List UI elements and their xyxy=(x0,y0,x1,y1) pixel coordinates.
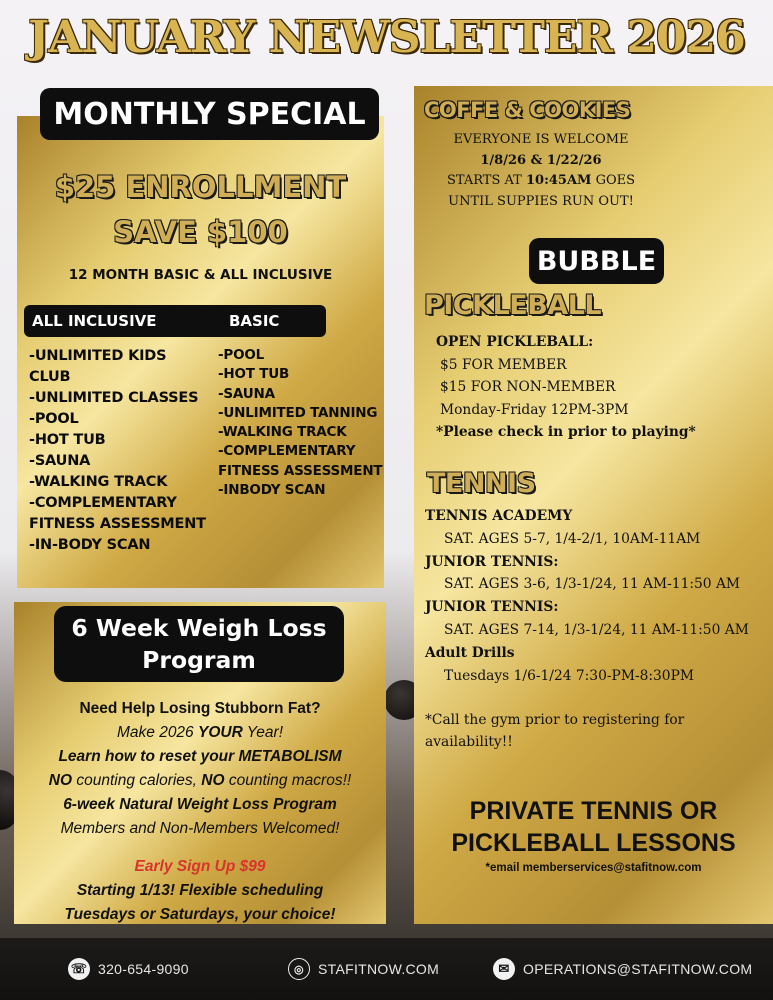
coffee-line-3-bold: 10:45AM xyxy=(525,173,592,188)
weight-loss-heading-line1: 6 Week Weigh Loss xyxy=(71,614,327,642)
wl-line-2-bold: YOUR xyxy=(197,724,243,741)
list-item: -IN-BODY SCAN xyxy=(29,537,151,553)
plans-note: 12 MONTH BASIC & ALL INCLUSIVE xyxy=(68,267,333,283)
list-item: -POOL xyxy=(29,411,79,427)
wl-line-3-bold: METABOLISM xyxy=(238,748,342,765)
wl-line-2 xyxy=(14,721,386,745)
coffee-line-3-pre: STARTS AT xyxy=(446,173,526,188)
list-item: -SAUNA xyxy=(29,453,91,469)
phone-icon: ☏ xyxy=(68,958,90,980)
footer-email-text: OPERATIONS@STAFITNOW.COM xyxy=(523,961,753,977)
tennis-heading: TENNIS xyxy=(427,468,536,499)
tennis-note: *Call the gym prior to registering for availability!! xyxy=(425,712,685,750)
coffee-line-3 xyxy=(414,171,668,192)
list-item: FITNESS ASSESSMENT xyxy=(29,516,206,532)
list-item: CLUB xyxy=(29,369,71,385)
weight-loss-body xyxy=(14,697,386,927)
wl-line-2-post: Year! xyxy=(242,724,283,741)
wl-line-3 xyxy=(14,745,386,769)
private-lessons xyxy=(414,795,773,874)
pickleball-subheading: OPEN PICKLEBALL: xyxy=(436,334,594,350)
list-item: -HOT TUB xyxy=(29,432,106,448)
tennis-program-detail: SAT. AGES 7-14, 1/3-1/24, 11 AM-11:50 AM xyxy=(444,621,749,638)
wl-line-4-a: NO xyxy=(48,772,73,789)
list-item: FITNESS ASSESSMENT xyxy=(218,462,383,479)
footer-bar xyxy=(0,938,773,1000)
lessons-line-2: PICKLEBALL LESSONS xyxy=(451,829,736,857)
wl-line-9: Tuesdays or Saturdays, your choice! xyxy=(64,906,336,923)
coffee-line-4: UNTIL SUPPIES RUN OUT! xyxy=(448,193,634,209)
list-item: -POOL xyxy=(218,347,265,363)
bubble-label: BUBBLE xyxy=(529,238,664,284)
mail-icon: ✉ xyxy=(493,958,515,980)
all-inclusive-list xyxy=(29,346,219,556)
coffee-details xyxy=(414,130,668,212)
list-item: -HOT TUB xyxy=(218,366,290,383)
monthly-special-heading: MONTHLY SPECIAL xyxy=(40,88,379,140)
wl-early-signup: Early Sign Up $99 xyxy=(134,858,266,875)
tennis-program-detail: SAT. AGES 5-7, 1/4-2/1, 10AM-11AM xyxy=(444,530,701,547)
wl-line-5: 6-week Natural Weight Loss Program xyxy=(63,796,337,813)
footer-email[interactable] xyxy=(493,958,752,980)
coffee-line-3-post: GOES xyxy=(591,173,636,188)
globe-icon: ◎ xyxy=(288,958,310,980)
pickleball-schedule: Monday-Friday 12PM-3PM xyxy=(440,401,629,418)
tennis-program-name: Adult Drills xyxy=(425,644,515,661)
list-item: -UNLIMITED CLASSES xyxy=(29,390,199,406)
pickleball-heading: PICKLEBALL xyxy=(424,290,602,321)
tennis-program-name: JUNIOR TENNIS: xyxy=(425,599,559,616)
wl-line-4 xyxy=(14,769,386,793)
wl-line-2-pre: Make 2026 xyxy=(116,724,198,741)
pickleball-details xyxy=(436,331,696,444)
wl-line-4-c: NO xyxy=(201,772,225,789)
list-item: -WALKING TRACK xyxy=(29,474,168,490)
wl-line-6: Members and Non-Members Welcomed! xyxy=(60,820,340,837)
list-item: -COMPLEMENTARY xyxy=(29,495,177,511)
col-all-inclusive: ALL INCLUSIVE xyxy=(32,312,157,330)
list-item: -SAUNA xyxy=(218,385,275,402)
plan-columns-header xyxy=(24,305,326,337)
weight-loss-heading xyxy=(54,606,344,682)
list-item: -INBODY SCAN xyxy=(218,482,326,499)
tennis-program-name: TENNIS ACADEMY xyxy=(425,508,573,524)
list-item: -WALKING TRACK xyxy=(218,424,347,441)
col-basic: BASIC xyxy=(229,312,280,330)
wl-line-3-pre: Learn how to reset your xyxy=(58,748,239,765)
weight-loss-heading-line2: Program xyxy=(142,646,256,674)
coffee-line-1: EVERYONE IS WELCOME xyxy=(453,132,629,147)
pickleball-non-member: $15 FOR NON-MEMBER xyxy=(440,379,616,395)
wl-line-4-b: counting calories, xyxy=(72,772,202,789)
list-item: -UNLIMITED KIDS xyxy=(29,348,167,364)
list-item: -UNLIMITED TANNING xyxy=(218,404,378,421)
coffee-heading: COFFE & COOKIES xyxy=(424,98,631,122)
pickleball-note: *Please check in prior to playing* xyxy=(436,424,696,440)
footer-website-text: STAFITNOW.COM xyxy=(318,961,440,977)
tennis-programs xyxy=(425,505,770,687)
newsletter-title: JANUARY NEWSLETTER 2026 xyxy=(28,12,745,63)
pickleball-member: $5 FOR MEMBER xyxy=(440,356,567,373)
footer-website[interactable] xyxy=(288,958,439,980)
wl-line-1: Need Help Losing Stubborn Fat? xyxy=(79,700,321,717)
list-item: -COMPLEMENTARY xyxy=(218,443,356,460)
footer-phone[interactable] xyxy=(68,958,189,980)
tennis-program-name: JUNIOR TENNIS: xyxy=(425,553,559,570)
lessons-line-1: PRIVATE TENNIS OR xyxy=(469,797,718,825)
enrollment-offer: $25 ENROLLMENT xyxy=(54,170,347,204)
savings-offer: SAVE $100 xyxy=(113,215,288,249)
basic-list xyxy=(218,346,384,500)
lessons-email: *email memberservices@stafitnow.com xyxy=(485,862,702,874)
wl-line-8: Starting 1/13! Flexible scheduling xyxy=(76,882,324,899)
wl-line-4-d: counting macros!! xyxy=(224,772,352,789)
coffee-dates: 1/8/26 & 1/22/26 xyxy=(480,152,602,168)
tennis-program-detail: Tuesdays 1/6-1/24 7:30-PM-8:30PM xyxy=(444,667,694,684)
footer-phone-text: 320-654-9090 xyxy=(98,961,189,977)
tennis-program-detail: SAT. AGES 3-6, 1/3-1/24, 11 AM-11:50 AM xyxy=(444,576,741,593)
